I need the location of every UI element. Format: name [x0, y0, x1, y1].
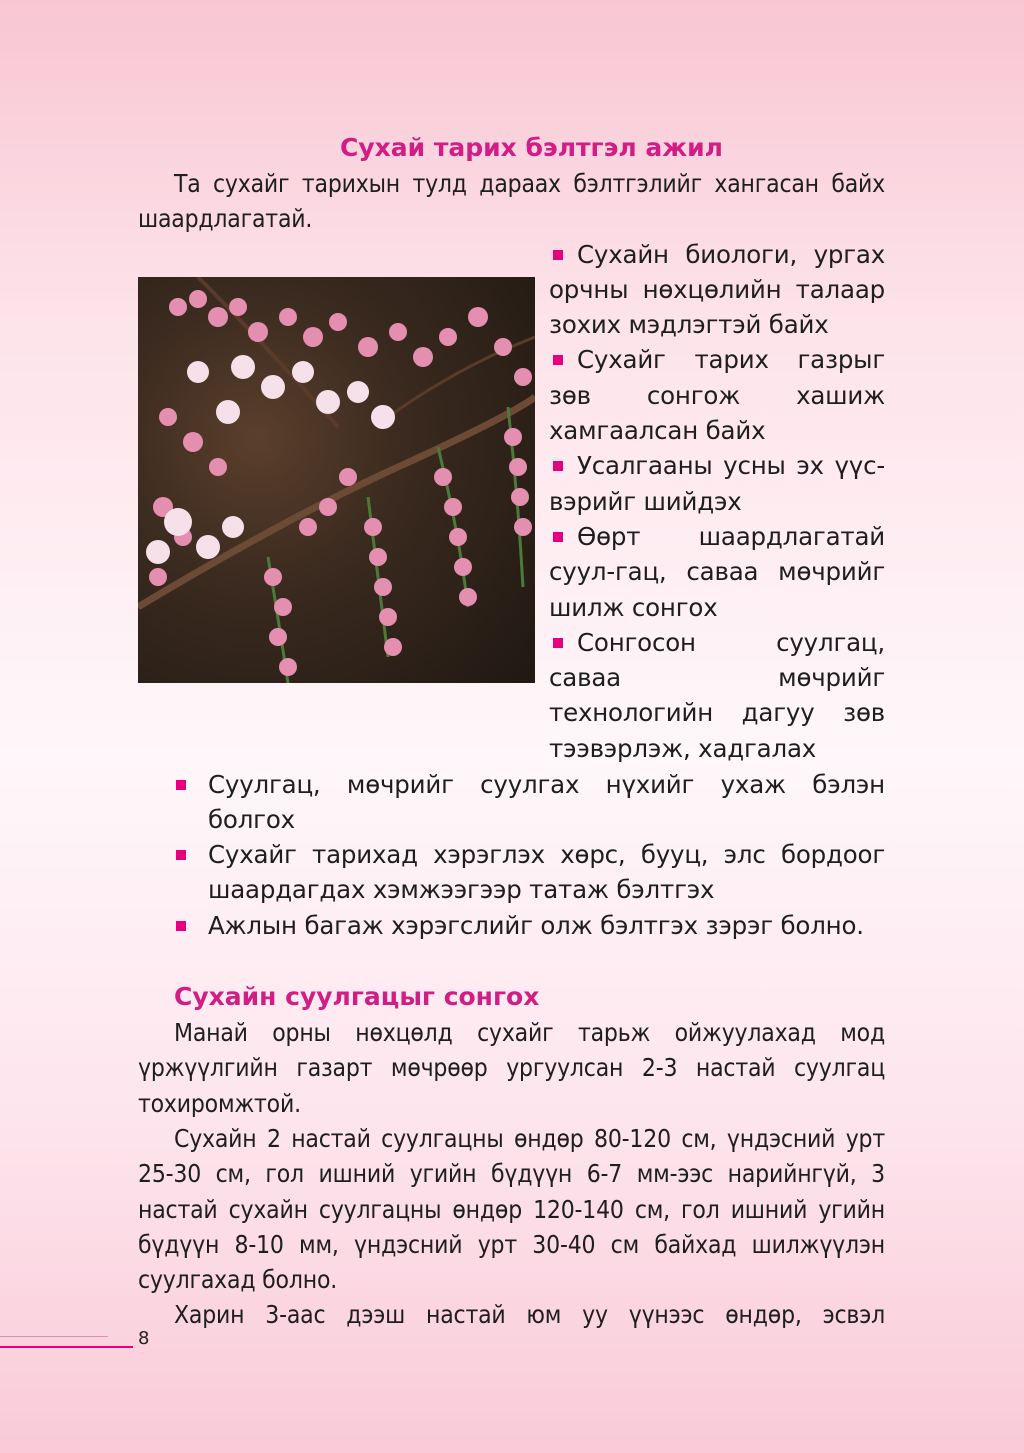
list-item: Сухайг тарих газрыг зөв сонгож хашиж хамгаалсан байх [549, 345, 885, 446]
section-spacer [138, 943, 885, 979]
bullet-list [138, 767, 885, 943]
square-bullet-icon [176, 921, 186, 931]
side-bullet-list [549, 237, 885, 766]
square-bullet-icon [553, 250, 563, 260]
page-content [138, 130, 885, 1333]
square-bullet-icon [176, 780, 186, 790]
square-bullet-icon [553, 461, 563, 471]
body-paragraph: Харин 3-аас дээш настай юм уу үүнээс өндөр, эсвэл [174, 1300, 885, 1330]
list-item: Сонгосон суулгац, саваа мөчрийг технологийн дагуу зөв тээвэрлэж, хадгалах [549, 627, 885, 763]
list-item: Ажлын багаж хэрэгслийг олж бэлтгэх зэрэг болно. [172, 908, 885, 943]
section-heading-preparation: Сухай тарих бэлтгэл ажил [339, 133, 723, 162]
tamarix-flower-photo [138, 277, 535, 683]
body-paragraph: Сухайн 2 настай суулгацны өндөр 80-120 см, үндэсний урт 25-30 см, гол ишний угийн бүдүүн 6-7 мм-ээс нарийнгүй, 3 настай сухайн суулгацны өндөр 120-140 см, гол ишний угийн бүдүүн 8-10 мм, үндэсний урт 30-40 см байхад шилжүүлэн суулгахад болно. [138, 1123, 885, 1295]
square-bullet-icon [553, 355, 563, 365]
body-paragraph: Манай орны нөхцөлд сухайг тарьж ойжуулахад мод үржүүлгийн газарт мөчрөөр ургуулсан 2-3 настай суулгац тохиромжтой. [138, 1018, 885, 1118]
photo-and-list [138, 237, 885, 767]
list-item: Сухайн биологи, ургах орчны нөхцөлийн талаар зохих мэдлэгтэй байх [549, 239, 885, 340]
square-bullet-icon [553, 532, 563, 542]
list-item: Усалгааны усны эх үүс-вэрийг шийдэх [549, 451, 885, 516]
square-bullet-icon [176, 850, 186, 860]
square-bullet-icon [553, 638, 563, 648]
footer-rule [0, 1346, 133, 1348]
intro-paragraph: Та сухайг тарихын тулд дараах бэлтгэлийг хангасан байх шаардлагатай. [138, 169, 885, 234]
list-item: Суулгац, мөчрийг суулгах нүхийг ухаж бэлэн болгох [172, 767, 885, 838]
list-item: Өөрт шаардлагатай суул-гац, саваа мөчрийг шилж сонгох [549, 521, 885, 622]
page-number: 8 [138, 1328, 150, 1349]
footer-rule-thin [0, 1336, 108, 1337]
section-heading-seedling: Сухайн суулгацыг сонгох [174, 982, 540, 1012]
list-item: Сухайг тарихад хэрэглэх хөрс, бууц, элс бордоог шаардагдах хэмжээгээр татаж бэлтгэх [172, 837, 885, 908]
